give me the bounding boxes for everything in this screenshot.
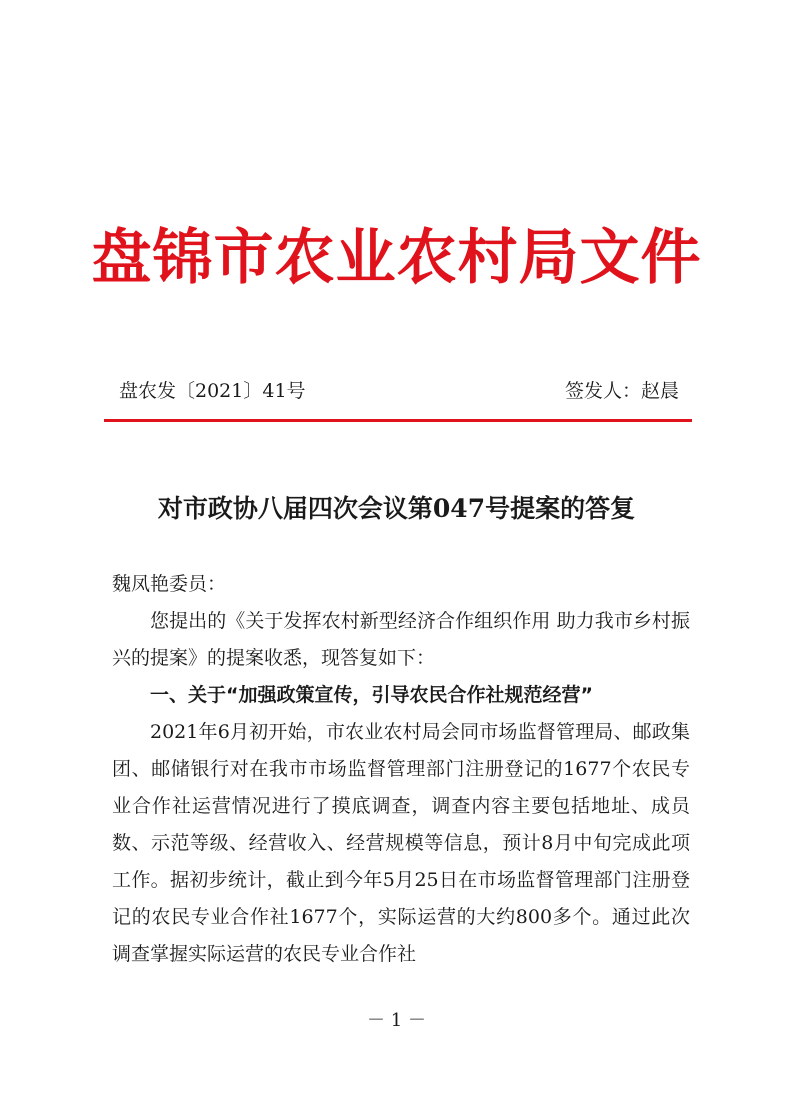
document-body bbox=[112, 566, 690, 973]
section-heading: 一、关于“加强政策宣传，引导农民合作社规范经营” bbox=[150, 684, 593, 706]
salutation: 魏凤艳委员： bbox=[112, 573, 227, 595]
body-paragraph: 您提出的《关于发挥农村新型经济合作组织作用 助力我市乡村振兴的提案》的提案收悉，现答复如下： bbox=[112, 610, 690, 669]
red-divider-line bbox=[104, 419, 692, 422]
document-number-line bbox=[119, 376, 679, 406]
document-number: 盘农发〔2021〕41号 bbox=[119, 380, 306, 402]
page-number: － 1 － bbox=[367, 1010, 426, 1031]
document-title: 对市政协八届四次会议第047号提案的答复 bbox=[157, 494, 636, 523]
document-masthead: 盘锦市农业农村局文件 bbox=[91, 223, 702, 293]
document-signer: 签发人：赵晨 bbox=[564, 380, 679, 402]
body-paragraph: 2021年6月初开始，市农业农村局会同市场监督管理局、邮政集团、邮储银行对在我市市场监督管理部门注册登记的1677个农民专业合作社运营情况进行了摸底调查，调查内容主要包括地址、成员数、示范等级、经营收入、经营规模等信息，预计8月中旬完成此项工作。据初步统计，截止到今年5月25日在市场监督管理部门注册登记的农民专业合作社1677个，实际运营的大约800多个。通过此次调查掌握实际运营的农民专业合作社 bbox=[112, 721, 690, 965]
